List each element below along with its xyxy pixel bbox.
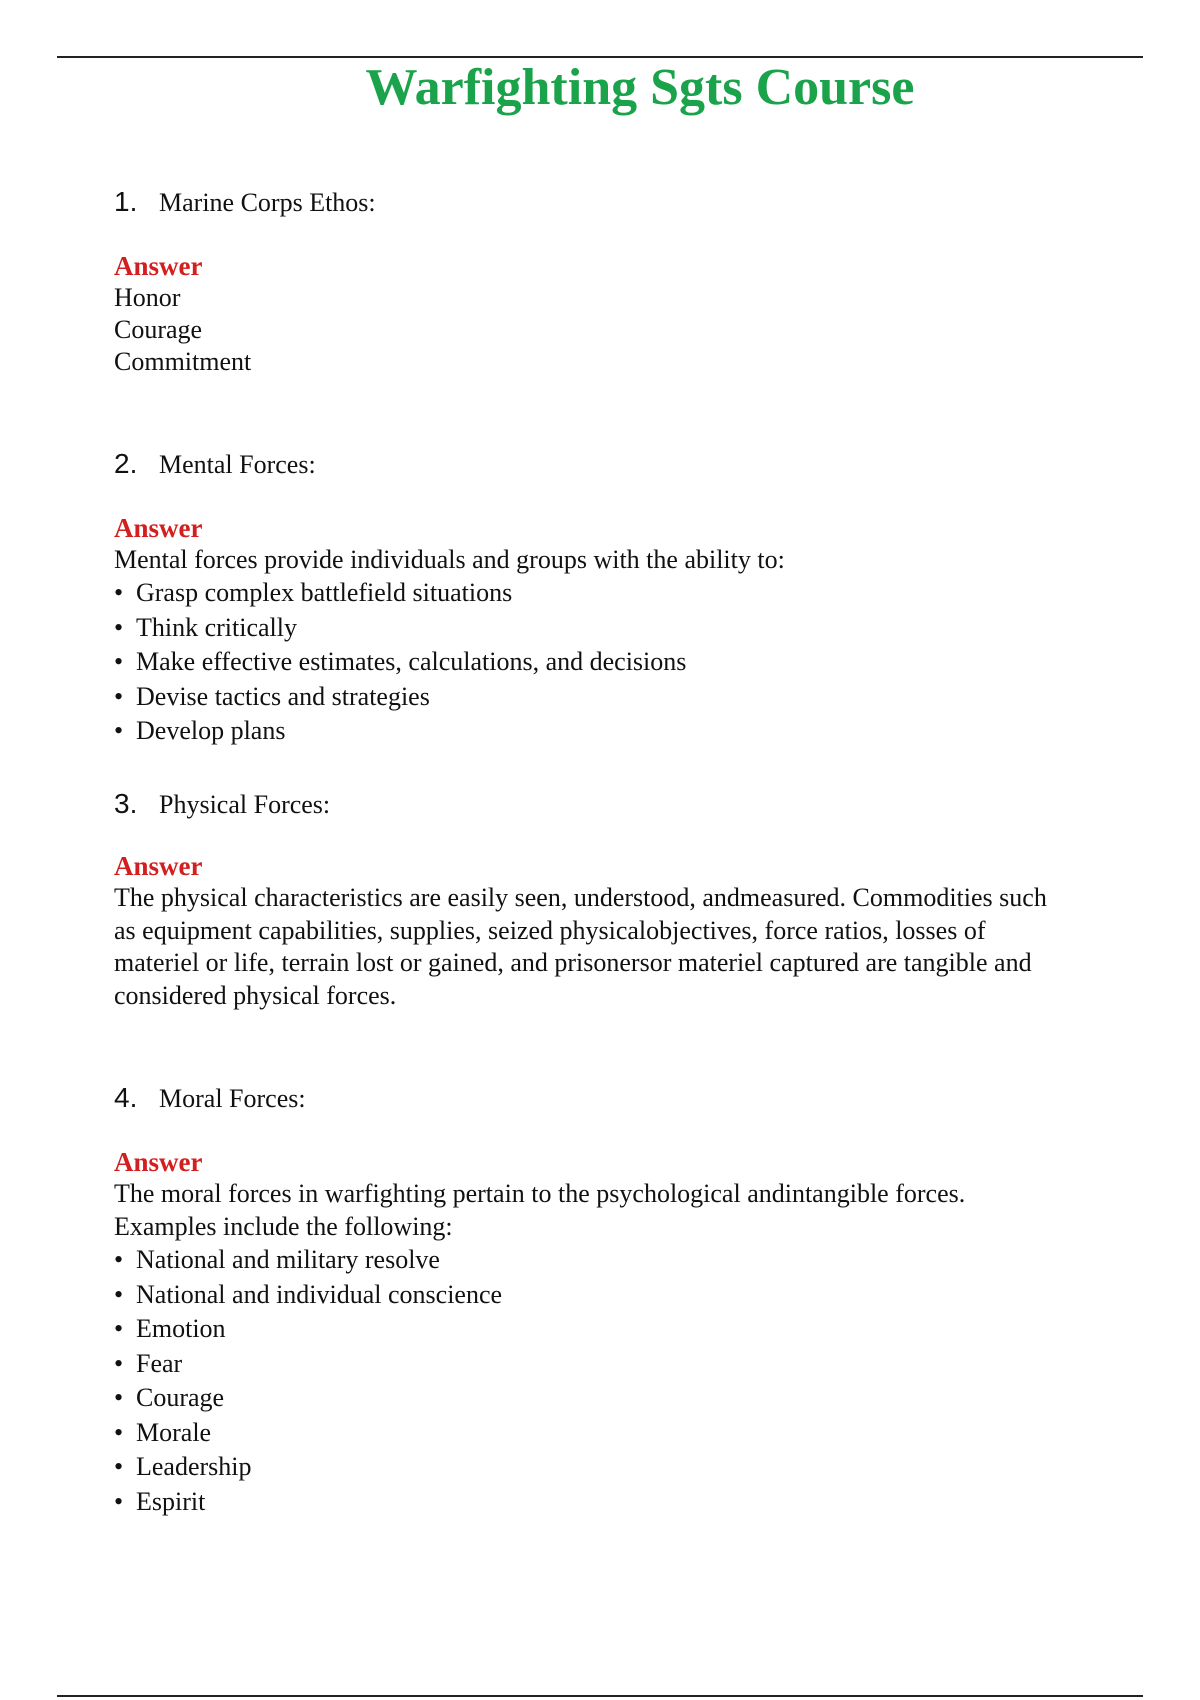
bullet-list: [114, 576, 1134, 749]
list-item: [114, 1381, 1154, 1416]
question-prompt: [114, 1078, 1134, 1119]
question-number: 4.: [114, 1082, 138, 1113]
answer-intro: Mental forces provide individuals and groups with the ability to:: [114, 545, 785, 574]
answer-label: Answer: [114, 1147, 203, 1177]
answer-paragraph-line: as equipment capabilities, supplies, seized physicalobjectives, force ratios, losses of: [114, 915, 986, 945]
answer-paragraph-line: considered physical forces.: [114, 980, 397, 1010]
list-item-text: Leadership: [136, 1452, 252, 1481]
list-item-text: Develop plans: [136, 716, 286, 745]
answer-line: Honor: [114, 283, 181, 312]
list-item-text: National and military resolve: [136, 1245, 440, 1274]
answer-line: Commitment: [114, 347, 252, 376]
list-item-text: Fear: [136, 1348, 183, 1378]
bullet-list: [114, 1243, 1154, 1519]
list-item: [114, 680, 1134, 715]
question-number: 3.: [114, 788, 138, 819]
question-number: 1.: [114, 186, 138, 217]
bullet-glyph: •: [114, 647, 124, 676]
list-item: [114, 611, 1134, 646]
list-item: [114, 576, 1134, 611]
answer-label: Answer: [114, 513, 203, 543]
question-prompt: [114, 784, 1134, 825]
list-item: [114, 1312, 1154, 1347]
bullet-glyph: •: [114, 1279, 124, 1309]
bullet-glyph: •: [114, 1314, 124, 1343]
answer-intro: The moral forces in warfighting pertain to the psychological andintangible forces.: [114, 1179, 966, 1208]
list-item-text: Espirit: [136, 1486, 206, 1516]
list-item: [114, 1243, 1154, 1278]
question-3: [114, 784, 1134, 1010]
bullet-glyph: •: [114, 1417, 124, 1447]
list-item-text: Courage: [136, 1383, 225, 1412]
question-4: [114, 1078, 1134, 1516]
bullet-glyph: •: [114, 681, 124, 711]
answer-label: Answer: [114, 851, 203, 881]
list-item-text: Think critically: [136, 612, 298, 642]
list-item-text: Emotion: [136, 1314, 226, 1343]
bullet-glyph: •: [114, 1452, 124, 1481]
answer-line: Courage: [114, 315, 203, 344]
answer-paragraph-line: materiel or life, terrain lost or gained, and prisonersor materiel captured are tangible and: [114, 948, 1032, 977]
list-item-text: Devise tactics and strategies: [136, 681, 430, 711]
list-item: [114, 714, 1134, 749]
bullet-glyph: •: [114, 1383, 124, 1412]
question-number: 2.: [114, 448, 138, 479]
bottom-rule: [57, 1695, 1143, 1697]
question-text: Physical Forces:: [159, 790, 331, 819]
question-2: [114, 444, 1134, 745]
bullet-glyph: •: [114, 578, 124, 607]
document-title: Warfighting Sgts Course: [365, 59, 915, 116]
question-prompt: [114, 444, 1134, 485]
list-item-text: Grasp complex battlefield situations: [136, 578, 513, 607]
answer-intro: Examples include the following:: [114, 1211, 453, 1241]
question-text: Moral Forces:: [159, 1084, 306, 1113]
list-item-text: Morale: [136, 1417, 212, 1447]
question-prompt: [114, 182, 1134, 223]
list-item: [114, 1450, 1154, 1485]
question-text: Mental Forces:: [159, 450, 316, 479]
bullet-glyph: •: [114, 612, 124, 642]
list-item: [114, 1485, 1154, 1520]
question-1: [114, 182, 1134, 376]
answer-paragraph-line: The physical characteristics are easily seen, understood, andmeasured. Commodities such: [114, 883, 1047, 912]
bullet-glyph: •: [114, 716, 124, 745]
list-item: [114, 1347, 1154, 1382]
bullet-glyph: •: [114, 1245, 124, 1274]
list-item-text: Make effective estimates, calculations, and decisions: [136, 647, 687, 676]
list-item: [114, 1416, 1154, 1451]
list-item: [114, 645, 1134, 680]
question-text: Marine Corps Ethos:: [159, 188, 376, 217]
list-item-text: National and individual conscience: [136, 1279, 503, 1309]
bullet-glyph: •: [114, 1486, 124, 1516]
bullet-glyph: •: [114, 1348, 124, 1378]
list-item: [114, 1278, 1154, 1313]
answer-label: Answer: [114, 251, 203, 281]
